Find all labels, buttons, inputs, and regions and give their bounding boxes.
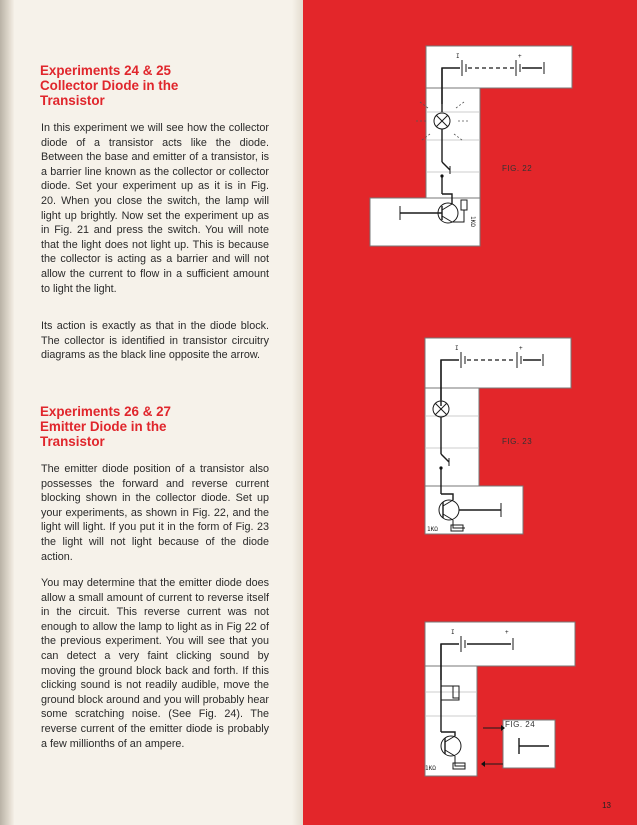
- section-heading-collector-diode: Experiments 24 & 25 Collector Diode in the Transistor: [40, 63, 179, 108]
- battery-minus-mark: I: [455, 345, 459, 352]
- figure-24-circuit-diagram: [423, 620, 583, 780]
- lamp-switch-block: [425, 388, 479, 486]
- figure-22-label: FIG. 22: [502, 164, 533, 173]
- paragraph-emitter-2: You may determine that the emitter diode does allow a small amount of current to reverse itself in the circuit. This reverse current was not enough to allow the lamp to light as in Fig 22 of the previous experiment. You will see that you can detect a very faint clicking sound by moving the ground block back and forth. If this clicking sound is not readily audible, move the ground block around and you will probably hear some scratching noise. (See Fig. 24). The reverse current of the emitter diode is probably a few millionths of an ampere.: [41, 577, 269, 750]
- lamp-switch-block: [426, 88, 480, 198]
- battery-block: [425, 338, 571, 388]
- battery-plus-mark: +: [505, 629, 509, 636]
- battery-minus-mark: I: [451, 629, 455, 636]
- paragraph-collector-2: Its action is exactly as that in the diode block. The collector is identified in transistor circuitry diagrams as the black line opposite the arrow.: [41, 320, 269, 362]
- figure-22-circuit-diagram: [370, 44, 580, 249]
- resistor-value: 1KΩ: [469, 216, 476, 227]
- page-binding-shadow: [0, 0, 14, 825]
- paragraph-emitter-1: The emitter diode position of a transistor also possesses the forward and reverse current blocking shown in the collector diode. Set up your experiments, as shown in Fig. 22, and the light will light. If you put it in the form of Fig. 23 the light will not light because of the diode action.: [41, 463, 269, 563]
- earphone-transistor-block: [425, 666, 477, 776]
- battery-minus-mark: I: [456, 53, 460, 60]
- battery-block: [426, 46, 572, 88]
- battery-plus-mark: +: [518, 53, 522, 60]
- section-heading-emitter-diode: Experiments 26 & 27 Emitter Diode in the Transistor: [40, 404, 171, 449]
- resistor-value: 1KΩ: [427, 526, 438, 533]
- resistor-value: 1KΩ: [425, 765, 436, 772]
- page-gutter: [292, 0, 303, 825]
- figure-23-label: FIG. 23: [502, 437, 533, 446]
- page-number: 13: [602, 801, 611, 810]
- figure-24-label: FIG. 24: [505, 720, 536, 729]
- battery-plus-mark: +: [519, 345, 523, 352]
- paragraph-collector-1: In this experiment we will see how the collector diode of a transistor acts like the diode. Between the base and emitter of a transistor, is a barrier line known as the collector or collector diode. Set your experiment up as it is in Fig. 20. When you close the switch, the lamp will light up brightly. Now set the experiment up as in Fig. 21 and press the switch. You will note that the light does not light up. This is because the collector is acting as a barrier and will not allow the current to flow in a sufficient amount to light the light.: [41, 122, 269, 295]
